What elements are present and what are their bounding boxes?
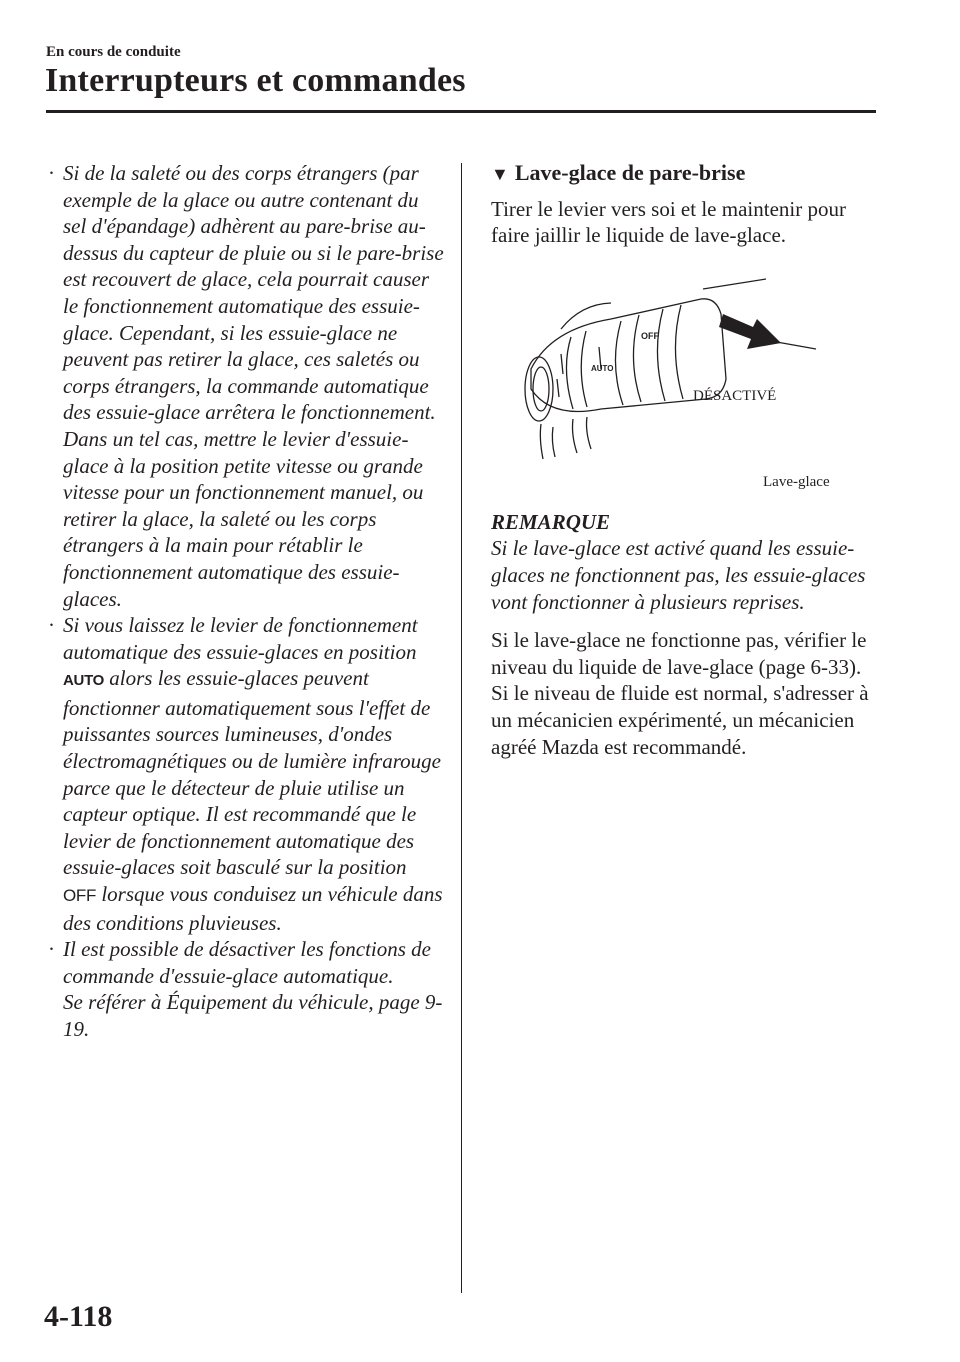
bullet-dot-icon: ·	[48, 613, 55, 638]
bullet-item	[46, 160, 446, 612]
section-heading	[491, 160, 881, 188]
bullet-text: alors les essuie-glaces peuvent fonctionner automatiquement sous l'effet de puissantes sources lumineuses, d'ondes électromagnétiques ou de lumière infrarouge parce que le détecteur de pluie utilise un capteur optique. Il est recommandé que le levier de fonctionnement automatique des essuie-glaces soit basculé sur la position	[63, 666, 441, 880]
troubleshoot-paragraph: Si le lave-glace ne fonctionne pas, vérifier le niveau du liquide de lave-glace (page 6-33). Si le niveau de fluide est normal, s'adresser à un mécanicien expérimenté, un mécanicien agréé Mazda est recommandé.	[491, 628, 869, 759]
bullet-text: lorsque vous conduisez un véhicule dans des conditions pluvieuses.	[63, 882, 443, 935]
off-symbol: OFF	[63, 886, 97, 906]
lever-off-text: OFF	[641, 330, 659, 341]
intro-paragraph: Tirer le levier vers soi et le maintenir pour faire jaillir le liquide de lave-glace.	[491, 196, 846, 248]
triangle-marker-icon: ▼	[491, 164, 509, 184]
label-off: DÉSACTIVÉ	[693, 387, 777, 404]
heading-text: Lave-glace de pare-brise	[514, 160, 746, 185]
bullet-text: Il est possible de désactiver les fonctions de commande d'essuie-glace automatique.	[63, 937, 432, 988]
cross-reference: Se référer à Équipement du véhicule, page 9-19.	[63, 990, 443, 1041]
right-column	[491, 160, 881, 770]
bullet-dot-icon: ·	[48, 161, 55, 185]
note-body: Si le lave-glace est activé quand les essuie-glaces ne fonctionnent pas, les essuie-glaces vont fonctionner à plusieurs reprises.	[491, 536, 866, 614]
auto-symbol: AUTO	[63, 672, 105, 690]
page-number: 4-118	[44, 1300, 113, 1333]
header-divider	[46, 110, 876, 113]
note-title: REMARQUE	[491, 509, 611, 534]
section-label: En cours de conduite	[46, 44, 181, 60]
bullet-text: Si vous laissez le levier de fonctionnement automatique des essuie-glaces en position	[63, 613, 418, 664]
label-washer: Lave-glace	[763, 473, 830, 490]
column-divider	[461, 163, 462, 1293]
bullet-dot-icon: ·	[48, 937, 55, 962]
wiper-lever-drawing	[491, 259, 881, 479]
bullet-item	[46, 936, 446, 1042]
left-column	[46, 160, 446, 1043]
page-title: Interrupteurs et commandes	[45, 62, 466, 99]
bullet-text: Si de la saleté ou des corps étrangers (par exemple de la glace ou autre contenant du sel d'épandage) adhèrent au pare-brise au-dessus du capteur de pluie ou si le pare-brise est recouvert de glace, cela pourrait causer le fonctionnement automatique des essuie-glace. Cependant, si les essuie-glace ne peuvent pas retirer la glace, ces saletés ou corps étrangers, la commande automatique des essuie-glace arrêtera le fonctionnement. Dans un tel cas, mettre le levier d'essuie-glace à la position petite vitesse ou grande vitesse pour un fonctionnement manuel, ou retirer la glace, la saleté ou les corps étrangers à la main pour rétablir le fonctionnement automatique des essuie-glaces.	[63, 161, 444, 611]
lever-auto-text: AUTO	[591, 363, 614, 373]
bullet-item	[46, 612, 446, 936]
wiper-lever-illustration	[491, 259, 881, 490]
